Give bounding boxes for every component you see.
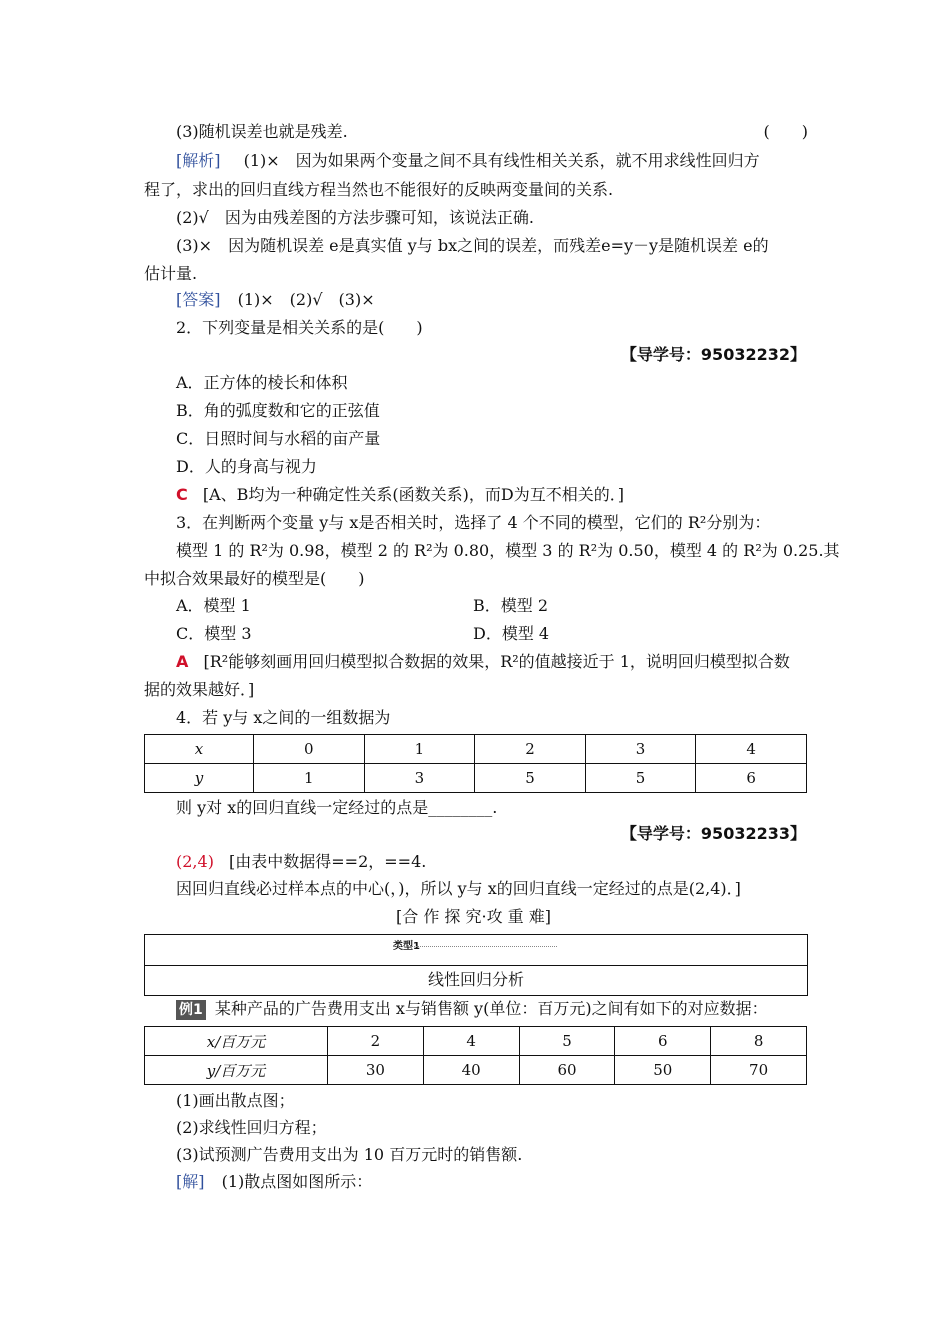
q3-option-b: B．模型 2 — [473, 596, 549, 615]
q2-option-c: C．日照时间与水稻的亩产量 — [176, 429, 381, 448]
q4-stem: 4．若 y与 x之间的一组数据为 — [176, 708, 391, 727]
q3-line-2: 模型 1 的 R²为 0.98，模型 2 的 R²为 0.80，模型 3 的 R²为 0.50，模型 4 的 R²为 0.25.其 — [176, 541, 840, 560]
example-part-3: (3)试预测广告费用支出为 10 百万元时的销售额. — [176, 1145, 523, 1164]
q4-after: 则 y对 x的回归直线一定经过的点是________. — [176, 798, 498, 817]
q2-option-b: B．角的弧度数和它的正弦值 — [176, 401, 380, 420]
table-row — [145, 764, 807, 793]
example-x-cell: 4 — [423, 1027, 519, 1056]
q4-x-cell: 3 — [585, 735, 696, 764]
answer-1 — [176, 290, 375, 310]
q1-3-paren: ( ) — [763, 122, 808, 141]
q4-y-cell: 5 — [475, 764, 586, 793]
analysis-label: [解析] — [176, 151, 221, 170]
q4-answer — [176, 852, 426, 872]
q4-x-cell: 0 — [254, 735, 365, 764]
q4-x-cell: 1 — [364, 735, 475, 764]
q2-stem: 2．下列变量是相关关系的是( ) — [176, 318, 423, 337]
table-row — [145, 735, 807, 764]
table-row — [145, 1027, 807, 1056]
q4-y-cell: 6 — [696, 764, 807, 793]
example-y-label: y/百万元 — [145, 1056, 328, 1085]
example-part-1: (1)画出散点图； — [176, 1091, 295, 1110]
q3-stem: 3．在判断两个变量 y与 x是否相关时，选择了 4 个不同的模型，它们的 R²分别为： — [176, 513, 771, 532]
q2-option-a: A．正方体的棱长和体积 — [176, 373, 348, 392]
q3-option-c: C．模型 3 — [176, 624, 252, 643]
q2-answer — [176, 485, 624, 505]
q2-answer-text: [A、B均为一种确定性关系(函数关系)，而D为互不相关的．] — [202, 485, 624, 504]
example-stem: 某种产品的广告费用支出 x与销售额 y(单位：百万元)之间有如下的对应数据： — [214, 999, 768, 1018]
analysis-p3a: (3)× 因为随机误差 e是真实值 y与 bx之间的误差，而残差e=y－y是随机误差 e的 — [176, 236, 769, 255]
type-tag-divider — [393, 946, 557, 947]
example-x-label: x/百万元 — [145, 1027, 328, 1056]
example-x-cell: 5 — [519, 1027, 615, 1056]
q3-answer — [176, 652, 790, 672]
banner-divider — [145, 965, 807, 966]
analysis-p3b: 估计量. — [144, 264, 198, 283]
q4-answer-a: [由表中数据得==2，==4. — [229, 852, 427, 871]
q4-x-cell: 4 — [696, 735, 807, 764]
q4-y-cell: 3 — [364, 764, 475, 793]
q3-option-d: D．模型 4 — [473, 624, 550, 643]
table-row — [145, 1056, 807, 1085]
q2-option-d: D．人的身高与视力 — [176, 457, 317, 476]
q2-guide-number: 【导学号：95032232】 — [620, 345, 806, 364]
q4-guide-number: 【导学号：95032233】 — [620, 824, 806, 843]
q4-x-label: x — [145, 735, 254, 764]
q1-3-text: (3)随机误差也就是残差. — [176, 122, 348, 141]
type-tag: 类型1 — [393, 941, 420, 952]
section-title: [合 作 探 究·攻 重 难] — [396, 907, 552, 926]
example-part-2: (2)求线性回归方程； — [176, 1118, 327, 1137]
solution-label: [解] — [176, 1172, 205, 1191]
q4-y-label: y — [145, 764, 254, 793]
example-stem-line — [176, 999, 768, 1020]
example-y-cell: 50 — [615, 1056, 711, 1085]
type-banner — [144, 934, 808, 996]
q3-line-3: 中拟合效果最好的模型是( ) — [144, 569, 365, 588]
example-x-cell: 6 — [615, 1027, 711, 1056]
q4-x-cell: 2 — [475, 735, 586, 764]
example-tag: 例1 — [176, 1000, 206, 1020]
q4-data-table — [144, 734, 807, 793]
solution-text: (1)散点图如图所示： — [221, 1172, 373, 1191]
example-y-cell: 30 — [328, 1056, 424, 1085]
example-solution — [176, 1172, 372, 1192]
q3-option-a: A．模型 1 — [176, 596, 251, 615]
example-y-cell: 60 — [519, 1056, 615, 1085]
example-x-cell: 2 — [328, 1027, 424, 1056]
example-y-cell: 40 — [423, 1056, 519, 1085]
q4-answer-b: 因回归直线必过样本点的中心(，)，所以 y与 x的回归直线一定经过的点是(2,4)．] — [176, 879, 741, 898]
analysis-p1b: 程了，求出的回归直线方程当然也不能很好的反映两变量间的关系. — [144, 180, 614, 199]
example-y-cell: 70 — [711, 1056, 807, 1085]
analysis-p1a: (1)× 因为如果两个变量之间不具有线性相关关系，就不用求线性回归方 — [243, 151, 760, 170]
example-data-table — [144, 1026, 807, 1085]
answer-label: [答案] — [176, 290, 221, 309]
analysis-line-1 — [176, 151, 760, 171]
section-heading: 线性回归分析 — [427, 970, 524, 989]
q4-y-cell: 1 — [254, 764, 365, 793]
q3-answer-a: [R²能够刻画用回归模型拟合数据的效果，R²的值越接近于 1，说明回归模型拟合数 — [203, 652, 790, 671]
q2-answer-letter: C — [176, 485, 188, 504]
q4-answer-point: (2,4) — [176, 852, 214, 871]
example-x-cell: 8 — [711, 1027, 807, 1056]
q3-answer-letter: A — [176, 652, 189, 671]
q3-answer-b: 据的效果越好．] — [144, 680, 255, 699]
q4-y-cell: 5 — [585, 764, 696, 793]
analysis-p2: (2)√ 因为由残差图的方法步骤可知，该说法正确. — [176, 208, 534, 227]
answer-text: (1)× (2)√ (3)× — [237, 290, 375, 309]
